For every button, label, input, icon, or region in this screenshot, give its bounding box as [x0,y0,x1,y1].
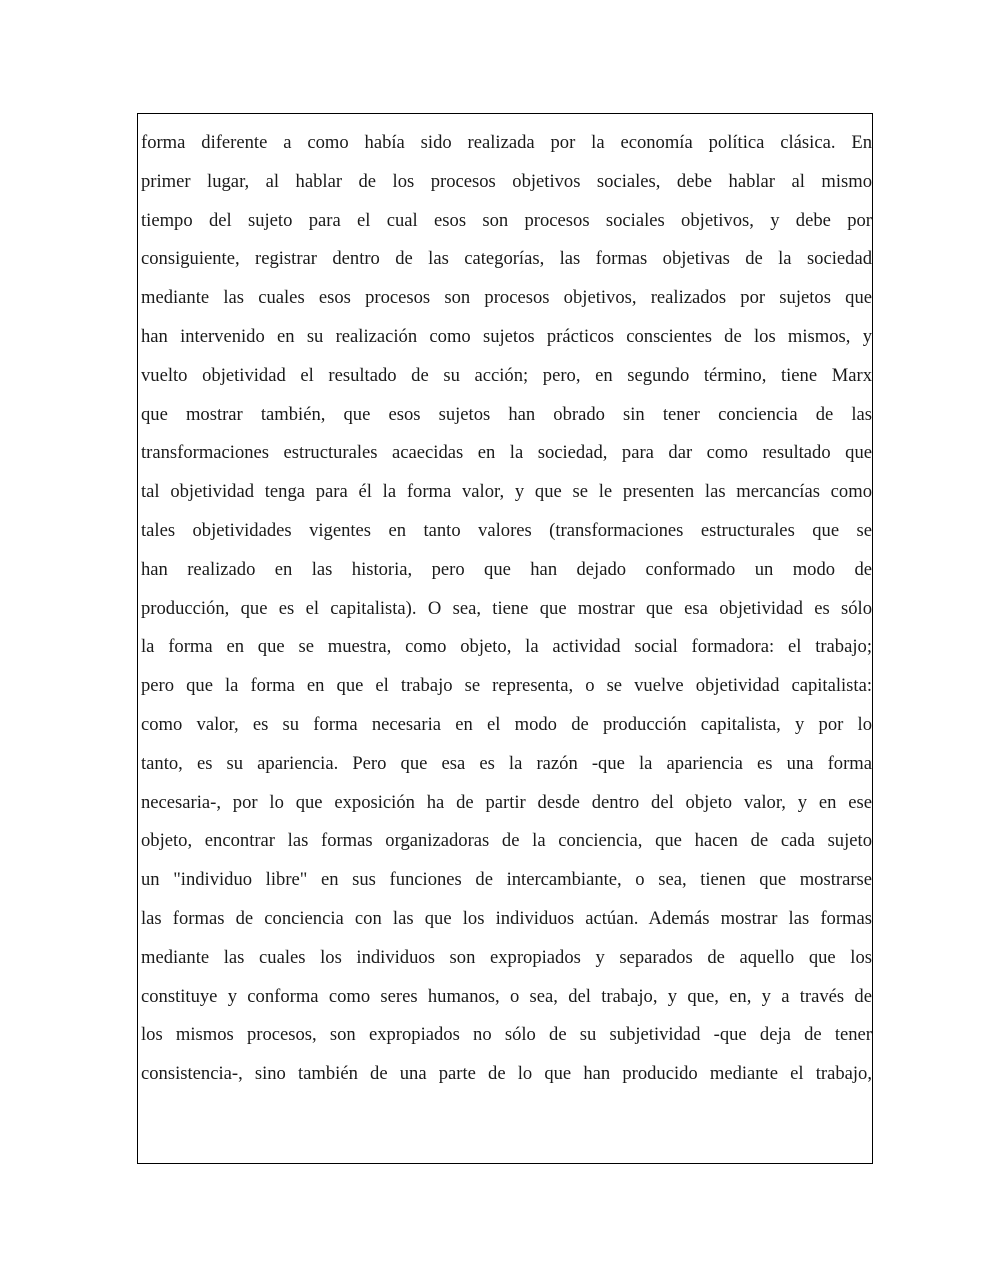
text-line: necesaria-, por lo que exposición ha de partir desde dentro del objeto valor, y en ese [141,791,872,813]
text-line: mediante las cuales los individuos son expropiados y separados de aquello que los [141,946,872,968]
text-line: mediante las cuales esos procesos son procesos objetivos, realizados por sujetos que [141,287,872,309]
text-line: producción, que es el capitalista). O sea, tiene que mostrar que esa objetividad es sólo [141,597,872,619]
text-line: forma diferente a como había sido realizada por la economía política clásica. En [141,132,872,153]
text-line: constituye y conforma como seres humanos, o sea, del trabajo, y que, en, y a través de [141,985,872,1007]
text-line: como valor, es su forma necesaria en el modo de producción capitalista, y por lo [141,713,872,735]
text-line: un "individuo libre" en sus funciones de intercambiante, o sea, tienen que mostrarse [141,869,872,891]
text-line: pero que la forma en que el trabajo se representa, o se vuelve objetividad capitalista: [141,675,872,697]
text-line: consistencia-, sino también de una parte de lo que han producido mediante el trabajo, [141,1063,872,1085]
text-line: han intervenido en su realización como sujetos prácticos conscientes de los mismos, y [141,325,872,347]
text-line: consiguiente, registrar dentro de las categorías, las formas objetivas de la sociedad [141,248,872,270]
text-line: tal objetividad tenga para él la forma valor, y que se le presenten las mercancías como [141,481,872,503]
text-line: las formas de conciencia con las que los individuos actúan. Además mostrar las formas [141,907,872,929]
text-line: han realizado en las historia, pero que han dejado conformado un modo de [141,558,872,580]
text-line: objeto, encontrar las formas organizadoras de la conciencia, que hacen de cada sujeto [141,830,872,852]
text-line: tiempo del sujeto para el cual esos son procesos sociales objetivos, y debe por [141,209,872,231]
text-line: transformaciones estructurales acaecidas en la sociedad, para dar como resultado que [141,442,872,464]
text-line: vuelto objetividad el resultado de su acción; pero, en segundo término, tiene Marx [141,364,872,386]
text-line: primer lugar, al hablar de los procesos objetivos sociales, debe hablar al mismo [141,170,872,192]
text-line: tales objetividades vigentes en tanto valores (transformaciones estructurales que se [141,519,872,541]
paragraph [141,132,872,1102]
text-frame [137,113,873,1164]
text-line: la forma en que se muestra, como objeto, la actividad social formadora: el trabajo; [141,636,872,658]
text-line: los mismos procesos, son expropiados no sólo de su subjetividad -que deja de tener [141,1024,872,1046]
text-line: que mostrar también, que esos sujetos han obrado sin tener conciencia de las [141,403,872,425]
text-line: tanto, es su apariencia. Pero que esa es la razón -que la apariencia es una forma [141,752,872,774]
